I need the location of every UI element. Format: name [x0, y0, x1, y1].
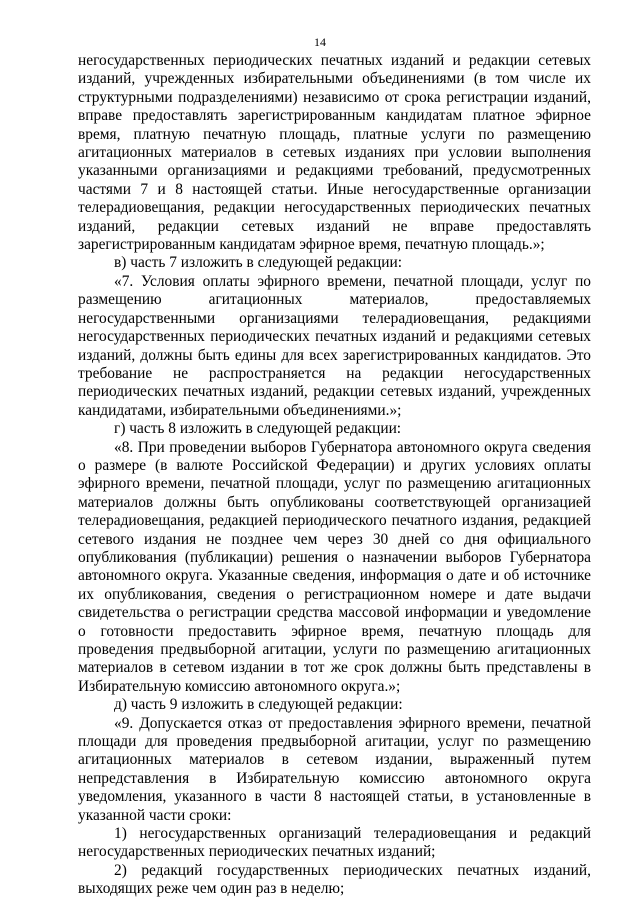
paragraph-amendment-v: в) часть 7 изложить в следующей редакции:	[114, 254, 403, 272]
paragraph-part-9: «9. Допускается отказ от предоставления эфирного времени, печатной площади для проведения предвыборной агитации, услуг по размещению агитационных материалов в сетевом издании, выраженный путем непредставления в Избирательную комиссию автономного округа уведомления, указанного в части 8 настоящей статьи, в установленные в указанной части сроки:	[78, 714, 591, 824]
paragraph-part-7: «7. Условия оплаты эфирного времени, печатной площади, услуг по размещению агитационных материалов, предоставляемых негосударственными организациями телерадиовещания, редакциями негосударственных периодических печатных изданий и редакциями сетевых изданий, должны быть едины для всех зарегистрированных кандидатов. Это требование не распространяется на редакции негосударственных периодических печатных изданий, редакции сетевых изданий, учрежденных кандидатами, избирательными объединениями.»;	[78, 272, 591, 419]
paragraph-item-1: 1) негосударственных организаций телерадиовещания и редакций негосударственных периодических печатных изданий;	[78, 825, 591, 861]
document-body	[78, 52, 591, 899]
paragraph-continuation: негосударственных периодических печатных изданий и редакции сетевых изданий, учрежденных избирательными объединениями (в том числе их структурными подразделениями) независимо от срока регистрации изданий, вправе предоставлять зарегистрированным кандидатам платное эфирное время, платную печатную площадь, платные услуги по размещению агитационных материалов в сетевых изданиях при условии выполнения указанными организациями и редакциями требований, предусмотренных частями 7 и 8 настоящей статьи. Иные негосударственные организации телерадиовещания, редакции негосударственных периодических печатных изданий, редакции сетевых изданий не вправе предоставлять зарегистрированным кандидатам эфирное время, печатную площадь.»;	[78, 52, 591, 254]
paragraph-amendment-g: г) часть 8 изложить в следующей редакции:	[114, 420, 402, 438]
paragraph-amendment-d: д) часть 9 изложить в следующей редакции:	[114, 696, 403, 714]
page-number: 14	[314, 35, 326, 49]
paragraph-part-8: «8. При проведении выборов Губернатора автономного округа сведения о размере (в валюте Российской Федерации) и других условиях оплаты эфирного времени, печатной площади, услуг по размещению агитационных материалов должны быть опубликованы соответствующей организацией телерадиовещания, редакцией периодического печатного издания, редакцией сетевого издания не позднее чем через 30 дней со дня официального опубликования (публикации) решения о назначении выборов Губернатора автономного округа. Указанные сведения, информация о дате и об источнике их опубликования, сведения о регистрационном номере и дате выдачи свидетельства о регистрации средства массовой информации и уведомление о готовности предоставить эфирное время, печатную площадь для проведения предвыборной агитации, услуги по размещению агитационных материалов в сетевом издании в тот же срок должны быть представлены в Избирательную комиссию автономного округа.»;	[78, 438, 591, 695]
paragraph-item-2: 2) редакций государственных периодических печатных изданий, выходящих реже чем один раз в неделю;	[78, 861, 591, 898]
